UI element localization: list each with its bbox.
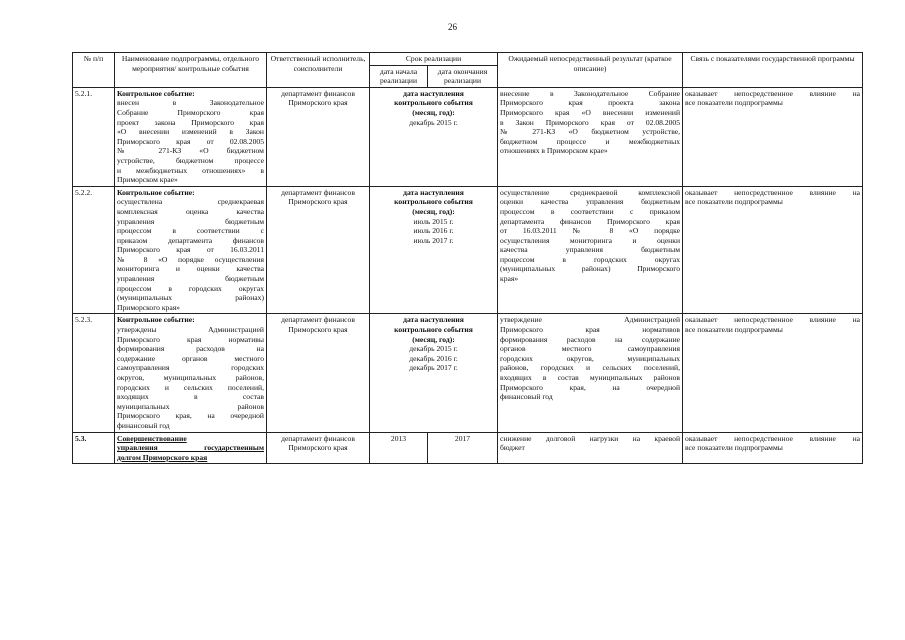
row-responsible-text (269, 188, 367, 207)
header-end: дата окончания реализации (428, 65, 498, 87)
text-line: округов, муниципальных районов, (117, 373, 264, 382)
row-name-text (117, 434, 264, 463)
row-term (370, 314, 498, 432)
text-line: управления бюджетным (117, 274, 264, 284)
text-line: дата наступления (403, 187, 464, 197)
text-line: процессом в соответствии с (117, 226, 264, 236)
row-name (115, 432, 267, 464)
text-line: приказом департамента финансов (117, 235, 264, 245)
text-line: оказывает непосредственное влияние на (685, 433, 861, 443)
text-line: утверждение Администрацией (500, 315, 681, 325)
text-line: департамент финансов (281, 433, 355, 443)
text-line: № 271-КЗ «О бюджетном устройстве, (500, 127, 681, 137)
text-line: бюджет (500, 443, 525, 453)
row-term (370, 186, 498, 314)
header-name: Наименование подпрограммы, отдельного мероприятия/ контрольные события (115, 53, 267, 88)
text-line: департамент финансов (281, 187, 355, 197)
text-line: осуществление среднекраевой комплексной (500, 187, 681, 197)
row-link-text (685, 188, 860, 207)
row-end: 2017 (428, 432, 498, 464)
text-line: осуществления мониторинга и оценки (500, 235, 681, 245)
text-line: городских округов, муниципальных (500, 353, 681, 363)
row-responsible (267, 87, 370, 186)
text-line: утверждены Администрацией (117, 325, 264, 335)
text-line: (муниципальных районах) Приморского (500, 264, 681, 274)
text-line: департамент финансов (281, 88, 355, 98)
row-term-dates (372, 118, 495, 128)
text-line: оказывает непосредственное влияние на (685, 187, 861, 197)
row-result (498, 186, 683, 314)
text-line: оценки качества управления бюджетным (500, 197, 681, 207)
text-line: Приморского края нормативы (117, 334, 264, 344)
row-title: Контрольное событие: (117, 187, 195, 197)
row-result (498, 87, 683, 186)
row-start: 2013 (370, 432, 428, 464)
text-line: органов местного самоуправления (500, 344, 681, 354)
text-line: июль 2015 г. (413, 216, 454, 226)
row-link (683, 186, 863, 314)
text-line: Приморского края нормативов (500, 325, 681, 335)
page-number: 26 (448, 22, 457, 32)
text-line: комплексная оценка качества (117, 206, 264, 216)
text-line: «О внесении изменений в Закон (117, 127, 264, 137)
text-line: снижение долговой нагрузки на краевой (500, 433, 681, 443)
text-line: процессом в городских округах (500, 254, 681, 264)
row-term-title (372, 89, 495, 118)
row-number: 5.3. (73, 432, 115, 464)
text-line: оказывает непосредственное влияние на (685, 88, 861, 98)
text-line: контрольного события (394, 197, 473, 207)
row-result (498, 432, 683, 464)
row-result-text (500, 89, 680, 156)
row-responsible-text (269, 315, 367, 334)
text-line: декабрь 2016 г. (409, 353, 458, 363)
text-line: проект закона Приморского края (117, 117, 264, 127)
row-link-text (685, 89, 860, 108)
row-result-text (500, 188, 680, 284)
row-title: Контрольное событие: (117, 88, 195, 98)
text-line: Приморского края (288, 98, 348, 108)
header-result: Ожидаемый непосредственный результат (краткое описание) (498, 53, 683, 88)
text-line: внесен в Законодательное (117, 98, 264, 108)
text-line: отношениях в Приморском крае» (500, 146, 608, 156)
text-line: формирования расходов на (117, 344, 264, 354)
text-line: долгом Приморского края (117, 452, 208, 462)
text-line: Приморского края от 16.03.2011 (117, 245, 264, 255)
row-result-text (500, 434, 680, 453)
text-line: контрольного события (394, 98, 473, 108)
text-line: № 8 «О порядке осуществления (117, 254, 264, 264)
text-line: процессом в городских округах (117, 283, 264, 293)
text-line: Приморского края от 02.08.2005 (117, 136, 264, 146)
row-name (115, 314, 267, 432)
row-name-text (117, 197, 264, 312)
text-line: (месяц, год): (412, 107, 455, 117)
text-line: Собрание Приморского края (117, 107, 264, 117)
row-number: 5.2.1. (73, 87, 115, 186)
text-line: от 16.03.2011 № 8 «О порядке (500, 226, 681, 236)
table-row (73, 87, 863, 186)
table-row (73, 314, 863, 432)
text-line: содержание органов местного (117, 353, 264, 363)
row-term-dates (372, 344, 495, 373)
row-link-text (685, 315, 860, 334)
text-line: районов, городских и сельских поселений, (500, 363, 681, 373)
row-number: 5.2.2. (73, 186, 115, 314)
text-line: управления бюджетным (117, 216, 264, 226)
row-responsible (267, 432, 370, 464)
text-line: все показатели подпрограммы (685, 443, 783, 453)
text-line: все показатели подпрограммы (685, 325, 783, 335)
row-link-text (685, 434, 860, 453)
text-line: осуществлена среднекраевая (117, 197, 264, 207)
text-line: июль 2016 г. (413, 226, 454, 236)
text-line: Приморского края проекта закона (500, 98, 681, 108)
text-line: (месяц, год): (412, 206, 455, 216)
text-line: все показатели подпрограммы (685, 98, 783, 108)
text-line: департамента финансов Приморского края (500, 216, 681, 226)
text-line: (муниципальных районах) (117, 293, 264, 303)
text-line: оказывает непосредственное влияние на (685, 315, 861, 325)
text-line: бюджетном процессе и межбюджетных (500, 136, 681, 146)
header-row (73, 53, 863, 66)
row-result (498, 314, 683, 432)
row-responsible (267, 314, 370, 432)
header-link: Связь с показателями государственной программы (683, 53, 863, 88)
text-line: все показатели подпрограммы (685, 197, 783, 207)
text-line: департамент финансов (281, 315, 355, 325)
text-line: Приморском крае» (117, 175, 178, 185)
text-line: дата наступления (403, 315, 464, 325)
text-line: декабрь 2015 г. (409, 117, 458, 127)
row-responsible-text (269, 89, 367, 108)
row-name-text (117, 98, 264, 184)
text-line: июль 2017 г. (413, 235, 454, 245)
row-term-title (372, 188, 495, 217)
text-line: входящих в состав (117, 392, 264, 402)
text-line: края» (500, 274, 519, 284)
text-line: Приморского края, на очередной (117, 411, 264, 421)
text-line: в Закон Приморского края от 02.08.2005 (500, 117, 681, 127)
text-line: Приморского края, на очередной (500, 382, 681, 392)
text-line: финансовый год (117, 420, 170, 430)
text-line: муниципальных районов (117, 401, 264, 411)
text-line: дата наступления (403, 88, 464, 98)
text-line: контрольного события (394, 325, 473, 335)
text-line: декабрь 2017 г. (409, 363, 458, 373)
row-term-dates (372, 217, 495, 246)
row-link (683, 314, 863, 432)
header-num: № п/п (73, 53, 115, 88)
row-term-title (372, 315, 495, 344)
text-line: Приморского края (288, 197, 348, 207)
text-line: внесение в Законодательное Собрание (500, 88, 681, 98)
text-line: самоуправления городских (117, 363, 264, 373)
text-line: городских и сельских поселений, (117, 382, 264, 392)
implementation-plan-table (72, 52, 863, 464)
text-line: устройстве, бюджетном процессе (117, 155, 264, 165)
text-line: финансовый год (500, 392, 553, 402)
row-responsible-text (269, 434, 367, 453)
row-link (683, 432, 863, 464)
text-line: декабрь 2015 г. (409, 344, 458, 354)
text-line: формирования расходов на содержание (500, 334, 681, 344)
text-line: процессом в соответствии с приказом (500, 206, 681, 216)
row-title: Контрольное событие: (117, 315, 195, 325)
text-line: Совершенствование (117, 433, 187, 443)
text-line: Приморского края «О внесении изменений (500, 107, 681, 117)
row-name (115, 87, 267, 186)
row-name-text (117, 325, 264, 431)
text-line: качества управления бюджетным (500, 245, 681, 255)
text-line: управления государственным (117, 443, 264, 453)
row-number: 5.2.3. (73, 314, 115, 432)
text-line: (месяц, год): (412, 334, 455, 344)
header-responsible: Ответственный исполнитель, соисполнители (267, 53, 370, 88)
table-row (73, 432, 863, 464)
text-line: № 271-КЗ «О бюджетном (117, 146, 264, 156)
text-line: входящих в состав муниципальных районов (500, 373, 681, 382)
row-link (683, 87, 863, 186)
header-start: дата начала реализации (370, 65, 428, 87)
row-term (370, 87, 498, 186)
row-name (115, 186, 267, 314)
header-term: Срок реализации (370, 53, 498, 66)
row-responsible (267, 186, 370, 314)
text-line: и межбюджетных отношениях» в (117, 165, 264, 175)
text-line: Приморского края (288, 443, 348, 453)
text-line: Приморского края» (117, 302, 180, 312)
text-line: Приморского края (288, 325, 348, 335)
table-row (73, 186, 863, 314)
row-result-text (500, 315, 680, 401)
text-line: мониторинга и оценки качества (117, 264, 264, 274)
